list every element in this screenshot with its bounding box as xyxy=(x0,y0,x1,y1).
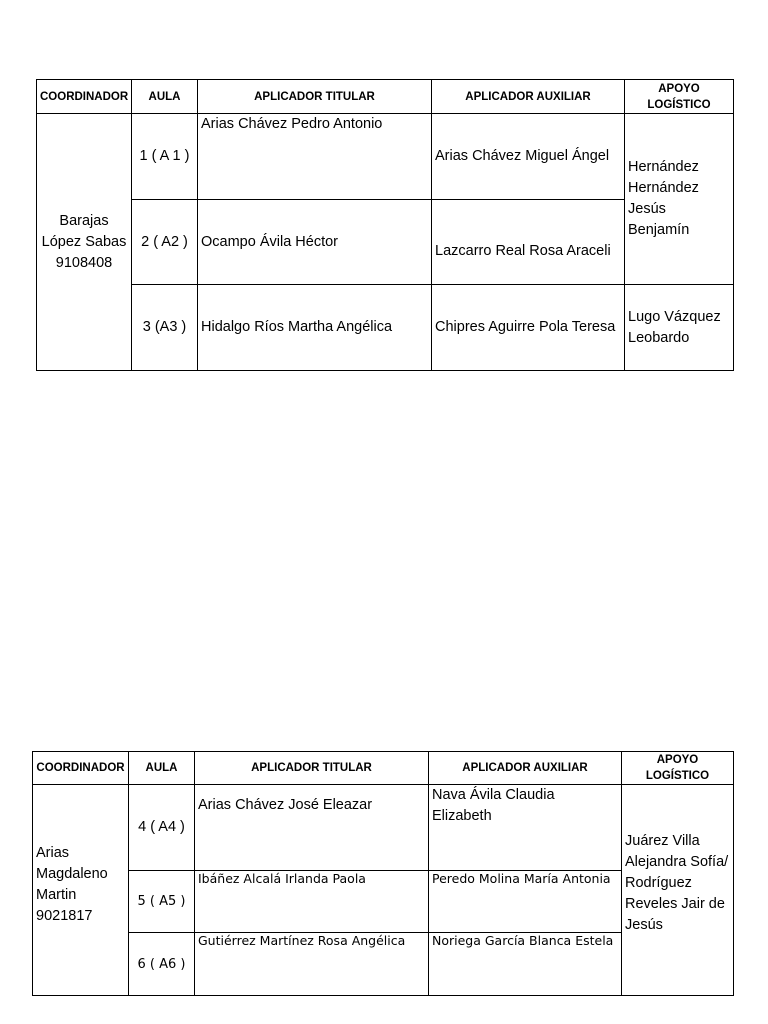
header-assistant-applicator: APLICADOR AUXILIAR xyxy=(432,80,625,114)
lead-applicator-cell: Ibáñez Alcalá Irlanda Paola xyxy=(195,871,429,933)
assistant-applicator-cell: Nava Ávila Claudia Elizabeth xyxy=(429,785,622,871)
room-cell: 3 (A3 ) xyxy=(132,285,198,371)
header-logistic-support: APOYO LOGÍSTICO xyxy=(622,752,734,785)
header-lead-applicator: APLICADOR TITULAR xyxy=(195,752,429,785)
assignment-table-1 xyxy=(36,79,734,371)
assistant-applicator-cell: Noriega García Blanca Estela xyxy=(429,933,622,996)
room-cell: 1 ( A 1 ) xyxy=(132,114,198,200)
room-cell: 2 ( A2 ) xyxy=(132,200,198,285)
header-row xyxy=(37,80,734,114)
assistant-applicator-cell: Peredo Molina María Antonia xyxy=(429,871,622,933)
assignment-table-2 xyxy=(32,751,734,996)
lead-applicator-cell: Hidalgo Ríos Martha Angélica xyxy=(198,285,432,371)
header-room: AULA xyxy=(132,80,198,114)
coordinator-cell: Barajas López Sabas 9108408 xyxy=(37,114,132,371)
lead-applicator-cell: Ocampo Ávila Héctor xyxy=(198,200,432,285)
room-cell: 4 ( A4 ) xyxy=(129,785,195,871)
logistic-support-cell: Juárez Villa Alejandra Sofía/ Rodríguez Reveles Jair de Jesús xyxy=(622,785,734,996)
header-row xyxy=(33,752,734,785)
table-row xyxy=(37,114,734,200)
header-logistic-support: APOYO LOGÍSTICO xyxy=(625,80,734,114)
room-cell: 6 ( A6 ) xyxy=(129,933,195,996)
header-room: AULA xyxy=(129,752,195,785)
lead-applicator-cell: Arias Chávez Pedro Antonio xyxy=(198,114,432,200)
coordinator-cell: Arias Magdaleno Martin 9021817 xyxy=(33,785,129,996)
header-coordinator: COORDINADOR xyxy=(37,80,132,114)
lead-applicator-cell: Gutiérrez Martínez Rosa Angélica xyxy=(195,933,429,996)
table-row xyxy=(37,285,734,371)
room-cell: 5 ( A5 ) xyxy=(129,871,195,933)
header-lead-applicator: APLICADOR TITULAR xyxy=(198,80,432,114)
logistic-support-cell: Lugo Vázquez Leobardo xyxy=(625,285,734,371)
assistant-applicator-cell: Chipres Aguirre Pola Teresa xyxy=(432,285,625,371)
assistant-applicator-cell: Arias Chávez Miguel Ángel xyxy=(432,114,625,200)
header-assistant-applicator: APLICADOR AUXILIAR xyxy=(429,752,622,785)
header-coordinator: COORDINADOR xyxy=(33,752,129,785)
table-row xyxy=(33,785,734,871)
logistic-support-cell: Hernández Hernández Jesús Benjamín xyxy=(625,114,734,285)
lead-applicator-cell: Arias Chávez José Eleazar xyxy=(195,785,429,871)
assistant-applicator-cell: Lazcarro Real Rosa Araceli xyxy=(432,200,625,285)
